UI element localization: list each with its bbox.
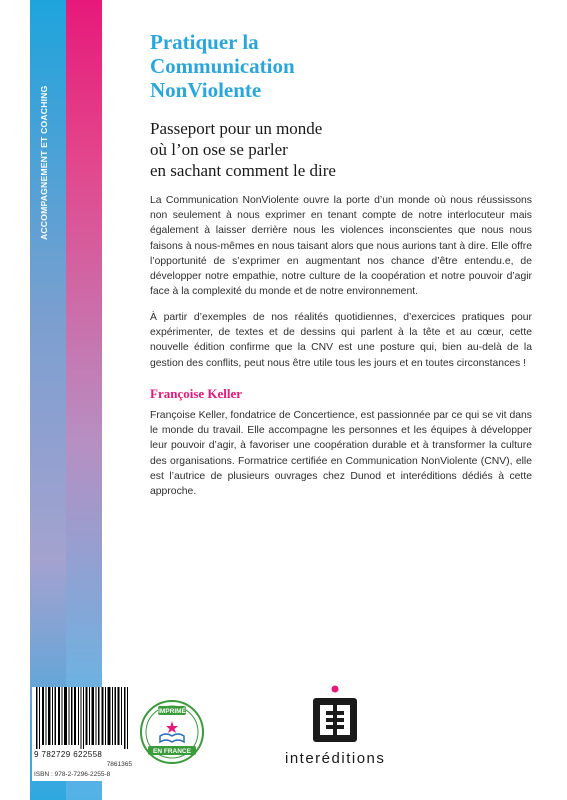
subtitle-line: Passeport pour un monde — [150, 119, 323, 138]
publisher-logo — [307, 684, 363, 746]
author-name: Françoise Keller — [150, 386, 243, 401]
barcode — [32, 687, 136, 781]
description-paragraph: La Communication NonViolente ouvre la porte d’un monde où nous réussissons non seulement à nous exprimer en tenant compte de notre interlocuteur mais également à laisser derrière nous les violences inconscientes que nous nous faisons à nous-mêmes en nous taisant alors que nous aurions tant à dire. Elle offre l’opportunité de s’exprimer en augmentant nos chance d’être entendu.e, de développer notre empathie, notre culture de la coopération et notre pouvoir d’agir face à la complexité du monde et de notre environnement. — [150, 195, 532, 298]
barcode-bars — [32, 687, 136, 749]
publisher-name: interéditions — [285, 750, 386, 767]
barcode-digits: 9 782729 622558 — [34, 750, 103, 759]
subtitle-line: où l’on ose se parler — [150, 140, 288, 159]
author-bio: Françoise Keller, fondatrice de Concertience, est passionnée par ce qui se vit dans le monde du travail. Elle accompagne les personnes et les équipes à développer leur pouvoir d’agir, à favoriser une coopération durable et à transformer la culture des organisations. Formatrice certifiée en Communication NonViolente (CNV), elle est l’autrice de plusieurs ouvrages chez Dunod et interéditions dédiés à cette approche. — [150, 410, 532, 498]
printed-in-france-badge — [140, 700, 204, 764]
collection-label: ACCOMPAGNEMENT ET COACHING — [39, 85, 49, 240]
product-code: 7861365 — [106, 761, 132, 768]
isbn: ISBN : 978-2-7296-2255-8 — [34, 771, 111, 778]
description-paragraph: À partir d’exemples de nos réalités quotidiennes, d’exercices pratiques pour expérimenter, de textes et de dessins qui parlent à la tête et au cœur, cette nouvelle édition confirme que la CNV est une posture qui, bien au-delà de la gestion des conflits, peut nous être utile tous les jours et en toutes circonstances ! — [150, 312, 532, 369]
title-line: NonViolente — [150, 78, 262, 102]
title-line: Communication — [150, 54, 295, 78]
subtitle-line: en sachant comment le dire — [150, 161, 336, 180]
book-subtitle — [150, 118, 470, 181]
title-line: Pratiquer la — [150, 30, 259, 54]
right-color-stripe — [66, 0, 102, 800]
publisher-logo-icon — [307, 684, 363, 746]
svg-text:IMPRIMÉ: IMPRIMÉ — [158, 708, 186, 715]
book-title — [150, 30, 450, 102]
svg-text:EN FRANCE: EN FRANCE — [153, 748, 191, 755]
badge-seal-icon — [140, 700, 204, 764]
